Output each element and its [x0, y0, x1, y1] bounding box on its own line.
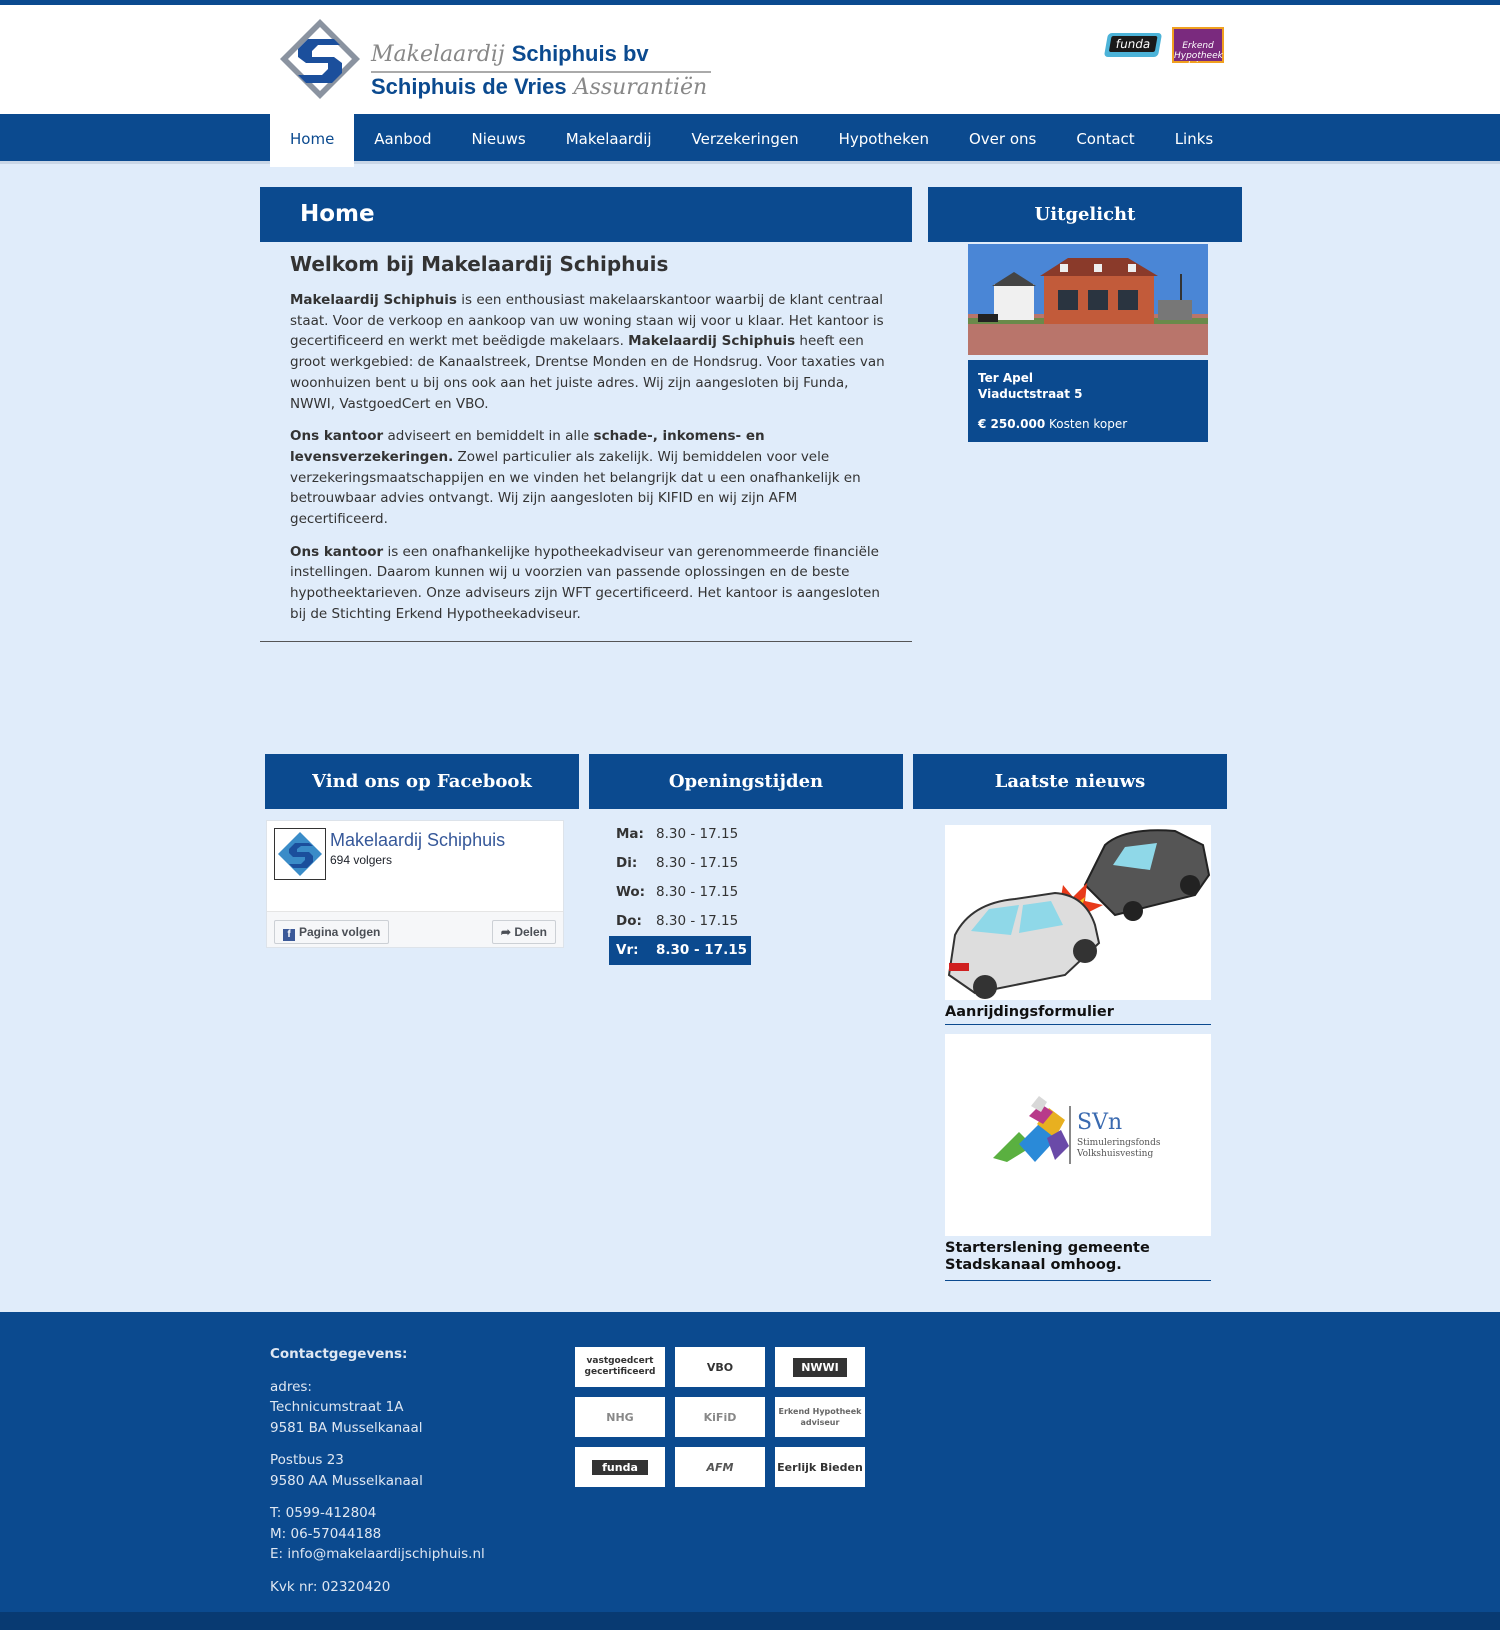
featured-panel-title: Uitgelicht	[928, 187, 1242, 242]
facebook-page-avatar[interactable]	[274, 828, 326, 880]
hours-row: Di: 8.30 - 17.15	[616, 855, 739, 871]
address-city: 9581 BA Musselkanaal	[270, 1419, 423, 1436]
logo-vastgoedcert[interactable]: vastgoedcert gecertificeerd	[575, 1347, 665, 1387]
hours-row-today: Vr: 8.30 - 17.15	[609, 936, 751, 965]
nav-verzekeringen[interactable]: Verzekeringen	[691, 130, 799, 148]
header	[0, 5, 1500, 114]
logo-kifid[interactable]: KiFiD	[675, 1397, 765, 1437]
logo-nhg[interactable]: NHG	[575, 1397, 665, 1437]
logo-nwwi[interactable]: NWWI	[775, 1347, 865, 1387]
logo-line-1: Makelaardij Schiphuis bv	[371, 41, 649, 67]
logo-erkend-hypotheek[interactable]: Erkend Hypotheek adviseur	[775, 1397, 865, 1437]
nav-contact[interactable]: Contact	[1076, 130, 1135, 148]
intro-paragraph-1: Makelaardij Schiphuis is een enthousiast makelaarskantoor waarbij de klant centraal staat. Voor de verkoop en aankoop van uw woning staan wij voor u klaar. Het kantoor is gecertificeerd en werkt met beëdigde makelaars. Makelaardij Schiphuis heeft een groot werkgebied: de Kanaalstreek, Drentse Monden en de Hondsrug. Voor taxaties van woonhuizen bent u bij ons ook aan het juiste adres. Wij zijn aangesloten bij Funda, NWWI, VastgoedCert en VBO.	[290, 292, 885, 412]
footer-contact	[270, 1344, 485, 1597]
email-link[interactable]: E: info@makelaardijschiphuis.nl	[270, 1546, 485, 1562]
contact-heading: Contactgegevens:	[270, 1346, 408, 1362]
opening-hours-list	[609, 820, 751, 965]
facebook-page-name[interactable]: Makelaardij Schiphuis	[330, 830, 506, 850]
featured-city: Ter Apel	[978, 371, 1033, 385]
logo-vbo[interactable]: VBO	[675, 1347, 765, 1387]
hours-row: Do: 8.30 - 17.15	[616, 913, 739, 929]
facebook-follow-button[interactable]: f Pagina volgen	[274, 920, 389, 944]
hours-row: Wo: 8.30 - 17.15	[616, 884, 739, 900]
nav-aanbod[interactable]: Aanbod	[374, 130, 432, 148]
hours-row: Ma: 8.30 - 17.15	[616, 826, 739, 842]
facebook-widget	[266, 820, 564, 948]
phone: T: 0599-412804	[270, 1505, 377, 1521]
kvk-number: Kvk nr: 02320420	[270, 1578, 391, 1595]
news-title-2[interactable]: Starterslening gemeente Stadskanaal omhoog.	[945, 1240, 1211, 1281]
svn-logo-subtext: Stimuleringsfonds Volkshuisvesting	[1077, 1138, 1161, 1159]
address-street: Technicumstraat 1A	[270, 1399, 404, 1415]
address-label: adres:	[270, 1378, 312, 1395]
logo-divider	[371, 71, 711, 73]
hypotheek-adviseur-header-logo[interactable]: Erkend Hypotheek adviseur	[1172, 27, 1224, 63]
news-image-car-crash[interactable]	[945, 825, 1211, 1000]
facebook-share-button[interactable]: ➦ Delen	[492, 920, 556, 944]
nav-links[interactable]: Links	[1174, 130, 1214, 148]
facebook-panel-title: Vind ons op Facebook	[265, 754, 579, 809]
nav-home[interactable]: Home	[270, 114, 354, 167]
funda-header-logo[interactable]: funda	[1104, 33, 1162, 57]
intro-paragraph-2: Ons kantoor adviseert en bemiddelt in alle schade-, inkomens- en levensverzekeringen. Zowel particulier als zakelijk. Wij bemiddelen voor vele verzekeringsmaatschappijen en we vinden het belangrijk dat u een onafhankelijk en betrouwbaar advies ontvangt. Wij zijn aangesloten bij KIFID en wij zijn AFM gecertificeerd.	[290, 428, 861, 528]
footer	[0, 1312, 1500, 1612]
nav-over-ons[interactable]: Over ons	[968, 130, 1037, 148]
logo-emblem-icon	[278, 17, 362, 101]
featured-property-photo[interactable]	[968, 244, 1208, 355]
content-divider	[260, 641, 912, 642]
svn-logo-text: SVn	[1077, 1110, 1123, 1135]
featured-street: Viaductstraat 5	[978, 387, 1083, 401]
footer-bottom-bar	[0, 1612, 1500, 1630]
home-content	[290, 252, 890, 637]
intro-paragraph-3: Ons kantoor is een onafhankelijke hypotheekadviseur van gerenommeerde financiële instellingen. Daarom kunnen wij u voorzien van passende oplossingen en de beste hypotheektarieven. Onze adviseurs zijn WFT gecertificeerd. Het kantoor is aangesloten bij de Stichting Erkend Hypotheekadviseur.	[290, 543, 880, 622]
facebook-followers: 694 volgers	[330, 853, 393, 867]
news-title-1[interactable]: Aanrijdingsformulier	[945, 1004, 1211, 1025]
logo-eerlijk-bieden[interactable]: Eerlijk Bieden	[775, 1447, 865, 1487]
share-arrow-icon: ➦	[500, 925, 515, 939]
site-logo[interactable]	[278, 17, 718, 101]
hours-panel-title: Openingstijden	[589, 754, 903, 809]
main-nav	[0, 114, 1500, 164]
postbus: Postbus 23	[270, 1452, 344, 1468]
featured-price: € 250.000 Kosten koper	[978, 417, 1128, 431]
nav-makelaardij[interactable]: Makelaardij	[565, 130, 652, 148]
logo-line-2: Schiphuis de Vries Assurantiën	[371, 74, 708, 100]
postbus-city: 9580 AA Musselkanaal	[270, 1472, 423, 1489]
news-image-svn-logo[interactable]	[945, 1034, 1211, 1236]
news-panel-title: Laatste nieuws	[913, 754, 1227, 809]
home-panel-title: Home	[260, 187, 912, 242]
facebook-widget-footer	[267, 911, 563, 947]
partner-logos	[575, 1347, 875, 1487]
nav-hypotheken[interactable]: Hypotheken	[838, 130, 929, 148]
nav-nieuws[interactable]: Nieuws	[471, 130, 526, 148]
welcome-heading: Welkom bij Makelaardij Schiphuis	[290, 252, 669, 276]
facebook-icon: f	[283, 929, 295, 941]
featured-property-info[interactable]	[968, 360, 1208, 442]
logo-afm[interactable]: AFM	[675, 1447, 765, 1487]
mobile: M: 06-57044188	[270, 1525, 382, 1542]
logo-funda[interactable]: funda	[575, 1447, 665, 1487]
